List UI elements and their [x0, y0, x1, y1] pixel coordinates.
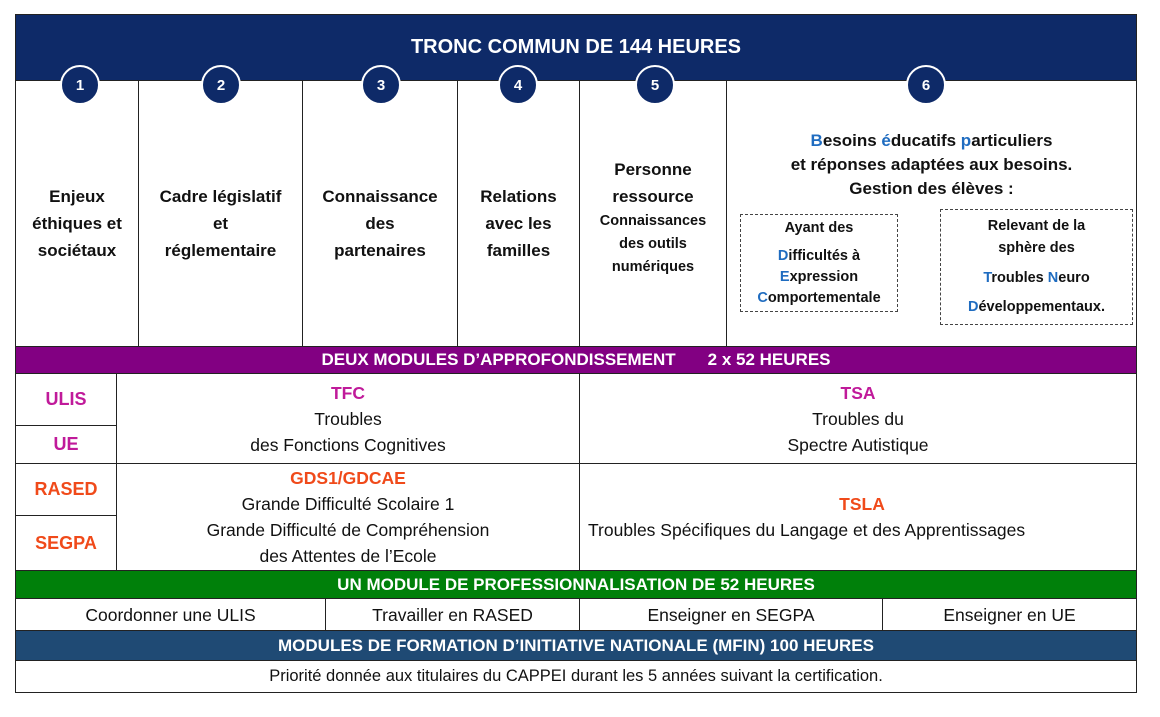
- theme-line: avec les: [485, 214, 552, 233]
- box-line: Relevant de la: [987, 218, 1086, 234]
- module-code: GDS1/GDCAE: [290, 468, 406, 488]
- mfin-title: MODULES DE FORMATION D’INITIATIVE NATIONALE (MFIN) 100 HEURES: [278, 635, 874, 655]
- module-line: Grande Difficulté Scolaire 1: [241, 494, 455, 514]
- prof-item-rased: Travailler en RASED: [325, 598, 580, 631]
- module-code: TFC: [330, 382, 366, 403]
- theme-6-title-line-1: Besoins éducatifs particuliers: [810, 131, 1053, 150]
- label-ue: UE: [15, 425, 117, 464]
- module-tfc: [116, 373, 580, 464]
- box-line: Difficultés à: [777, 248, 861, 264]
- number-badge-5: 5: [635, 65, 675, 105]
- professionnalisation-title: UN MODULE DE PROFESSIONNALISATION DE 52 HEURES: [337, 574, 815, 594]
- mfin-note: Priorité donnée aux titulaires du CAPPEI durant les 5 années suivant la certification.: [15, 660, 1137, 693]
- theme-line: et: [212, 214, 229, 233]
- module-code: TSLA: [839, 494, 885, 514]
- module-line: Grande Difficulté de Compréhension: [206, 520, 490, 540]
- module-code: TSA: [840, 382, 876, 403]
- box-tnd: [940, 209, 1133, 325]
- module-line: des Fonctions Cognitives: [250, 434, 446, 455]
- module-tsa: [579, 373, 1137, 464]
- label-ulis: ULIS: [15, 373, 117, 426]
- theme-line: Personne: [614, 160, 692, 179]
- theme-line: ressource: [612, 187, 694, 206]
- module-tsla: [579, 463, 1137, 571]
- box-line: Comportementale: [757, 290, 881, 306]
- label-segpa: SEGPA: [15, 515, 117, 571]
- theme-line: Enjeux: [49, 187, 105, 206]
- box-line: Développementaux.: [968, 299, 1105, 315]
- module-line: Troubles Spécifiques du Langage et des Apprentissages: [588, 520, 1026, 540]
- approfondissement-title: DEUX MODULES D’APPROFONDISSEMENT: [321, 350, 676, 369]
- prof-item-ue: Enseigner en UE: [882, 598, 1137, 631]
- tronc-commun-header: [15, 14, 1137, 81]
- module-gds: [116, 463, 580, 571]
- theme-line: familles: [486, 241, 551, 260]
- approfondissement-hours: 2 x 52 HEURES: [707, 350, 831, 369]
- box-line: sphère des: [998, 240, 1075, 256]
- box-dec: [740, 214, 898, 312]
- theme-3: [302, 80, 458, 347]
- module-line: des Attentes de l’Ecole: [259, 546, 437, 566]
- theme-line: éthiques et: [32, 214, 122, 233]
- theme-line: des: [365, 214, 395, 233]
- module-line: Spectre Autistique: [787, 434, 929, 455]
- module-line: Troubles du: [812, 408, 904, 429]
- theme-1: [15, 80, 139, 347]
- number-badge-1: 1: [60, 65, 100, 105]
- theme-5: [579, 80, 727, 347]
- theme-line: Connaissance: [322, 187, 438, 206]
- label-rased: RASED: [15, 463, 117, 516]
- theme-subline: numériques: [611, 259, 695, 275]
- theme-4: [457, 80, 580, 347]
- box-line: Troubles Neuro: [983, 270, 1090, 286]
- number-badge-6: 6: [906, 65, 946, 105]
- prof-item-ulis: Coordonner une ULIS: [15, 598, 326, 631]
- theme-2: [138, 80, 303, 347]
- theme-6-title-line-2: et réponses adaptées aux besoins.: [790, 155, 1073, 174]
- prof-item-segpa: Enseigner en SEGPA: [579, 598, 883, 631]
- theme-subline: des outils: [619, 236, 687, 252]
- mfin-header: [15, 630, 1137, 661]
- theme-line: sociétaux: [37, 241, 117, 260]
- professionnalisation-header: [15, 570, 1137, 599]
- header-title: TRONC COMMUN DE 144 HEURES: [410, 36, 742, 58]
- module-line: Troubles: [314, 408, 382, 429]
- number-badge-4: 4: [498, 65, 538, 105]
- theme-line: Cadre législatif: [159, 187, 282, 206]
- theme-6-title-line-3: Gestion des élèves :: [849, 179, 1014, 198]
- theme-subline: Connaissances: [599, 213, 707, 229]
- approfondissement-header: [15, 346, 1137, 374]
- box-line: Expression: [779, 269, 859, 285]
- number-badge-2: 2: [201, 65, 241, 105]
- theme-line: partenaires: [334, 241, 426, 260]
- number-badge-3: 3: [361, 65, 401, 105]
- theme-line: Relations: [480, 187, 557, 206]
- theme-line: réglementaire: [164, 241, 277, 260]
- box-line: Ayant des: [784, 220, 854, 236]
